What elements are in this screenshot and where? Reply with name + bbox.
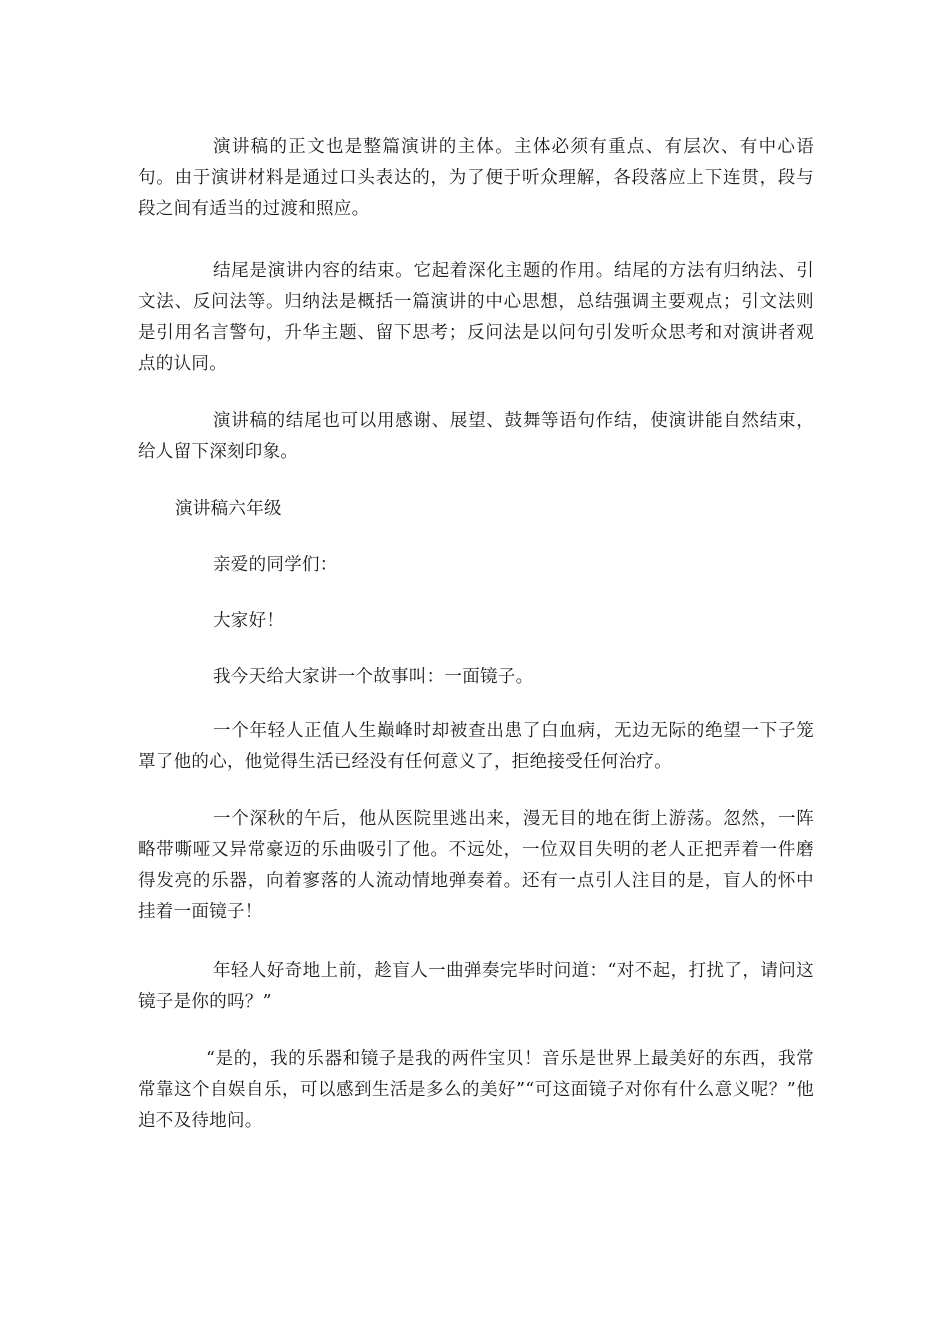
body-paragraph: 一个深秋的午后，他从医院里逃出来，漫无目的地在街上游荡。忽然，一阵略带嘶哑又异常豪迈的乐曲吸引了他。不远处，一位双目失明的老人正把弄着一件磨得发亮的乐器，向着寥落的人流动情地弹奏着。还有一点引人注目的是，盲人的怀中挂着一面镜子！	[138, 809, 814, 922]
greeting-line: 大家好！	[213, 611, 285, 631]
body-paragraph: 演讲稿的正文也是整篇演讲的主体。主体必须有重点、有层次、有中心语句。由于演讲材料是通过口头表达的，为了便于听众理解，各段落应上下连贯，段与段之间有适当的过渡和照应。	[138, 137, 814, 219]
greeting-line: 亲爱的同学们：	[213, 555, 338, 575]
section-title: 演讲稿六年级	[175, 499, 282, 519]
body-paragraph: 结尾是演讲内容的结束。它起着深化主题的作用。结尾的方法有归纳法、引文法、反问法等。归纳法是概括一篇演讲的中心思想，总结强调主要观点；引文法则是引用名言警句，升华主题、留下思考；反问法是以问句引发听众思考和对演讲者观点的认同。	[138, 261, 814, 374]
body-paragraph: 年轻人好奇地上前，趁盲人一曲弹奏完毕时问道：“对不起，打扰了，请问这镜子是你的吗？”	[138, 961, 814, 1012]
body-paragraph: 一个年轻人正值人生巅峰时却被查出患了白血病，无边无际的绝望一下子笼罩了他的心，他觉得生活已经没有任何意义了，拒绝接受任何治疗。	[138, 721, 814, 772]
body-paragraph: 演讲稿的结尾也可以用感谢、展望、鼓舞等语句作结，使演讲能自然结束，给人留下深刻印象。	[138, 411, 814, 462]
body-paragraph: 我今天给大家讲一个故事叫：一面镜子。	[213, 667, 534, 687]
body-paragraph: “是的，我的乐器和镜子是我的两件宝贝！音乐是世界上最美好的东西，我常常靠这个自娱自乐，可以感到生活是多么的美好”“可这面镜子对你有什么意义呢？”他迫不及待地问。	[138, 1049, 814, 1131]
